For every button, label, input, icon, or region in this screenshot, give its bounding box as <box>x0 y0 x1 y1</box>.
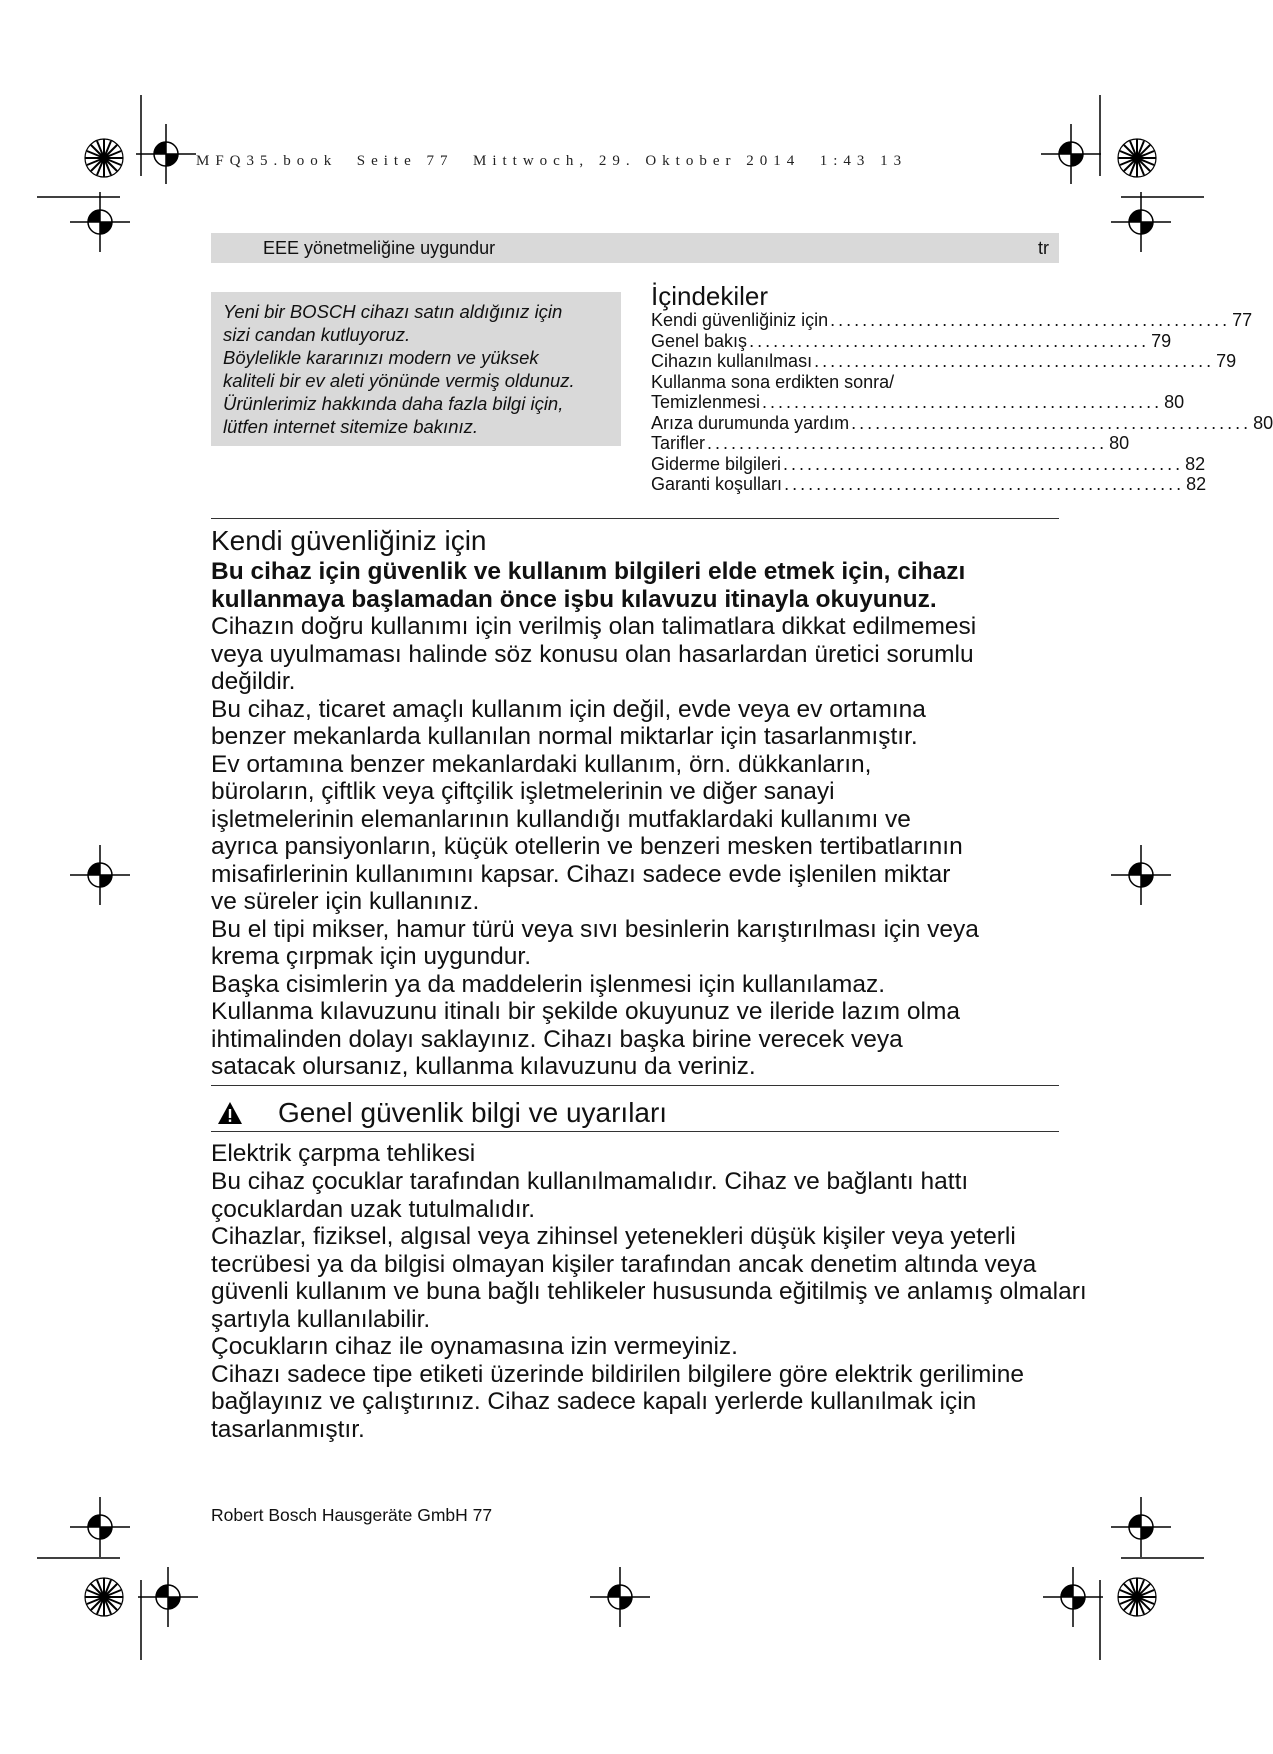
toc-leader: .................................................. <box>707 433 1108 453</box>
toc-title: İçindekiler <box>651 281 769 311</box>
toc-entry-title: Kendi güvenliğiniz için <box>651 310 829 330</box>
intro-box <box>211 292 621 446</box>
paragraph: Çocukların cihaz ile oynamasına izin vermeyiniz. <box>211 1333 738 1360</box>
toc-entry[interactable] <box>651 474 1207 495</box>
toc-entry-page: 79 <box>1151 330 1172 351</box>
toc-entry-title: Genel bakış <box>651 330 748 351</box>
section-title: Kendi güvenliğiniz için <box>211 525 487 556</box>
toc-entry-page: 80 <box>1253 412 1273 433</box>
table-of-contents <box>651 310 1273 495</box>
bold-lead: Bu cihaz için güvenlik ve kullanım bilgileri elde etmek için, cihazı kullanmaya başlamadan önce işbu kılavuzu itinayla okuyunuz. <box>211 558 966 613</box>
paragraph: Kullanma kılavuzunu itinalı bir şekilde okuyunuz ve ileride lazım olma ihtimalinden dolayı saklayınız. Cihazı başka birine verecek veya satacak olursanız, kullanma kılavuzunu da veriniz. <box>211 998 960 1080</box>
toc-entry[interactable] <box>651 330 1172 352</box>
toc-entry-page: 80 <box>1109 433 1130 453</box>
intro-line: Ürünlerimiz hakkında daha fazla bilgi için, <box>223 393 564 414</box>
warning-divider-bottom <box>211 1131 1059 1132</box>
paragraph: Ev ortamına benzer mekanlardaki kullanım, örn. dükkanların, büroların, çiftlik veya çiftçilik işletmelerinin ve diğer sanayi işletmelerinin elemanlarının kullandığı mutfaklardaki kullanımı ve ayrıca pansiyonların, küçük otellerin ve benzeri mesken tertibatlarının misafirlerinin kullanımını kapsar. Cihazı sadece evde işlenilen miktar ve süreler için kullanınız. <box>211 750 963 915</box>
toc-leader: .................................................. <box>814 351 1215 371</box>
toc-leader: .................................................. <box>762 392 1163 412</box>
toc-entry-page: 80 <box>1164 392 1185 412</box>
paragraph: Başka cisimlerin ya da maddelerin işlenmesi için kullanılamaz. <box>211 970 886 998</box>
header-title: EEE yönetmeliğine uygundur <box>263 238 496 258</box>
toc-leader: .................................................. <box>851 412 1252 433</box>
paragraph: Cihazlar, fiziksel, algısal veya zihinsel yetenekleri düşük kişiler veya yeterli tecrübesi ya da bilgisi olmayan kişiler tarafından ancak denetim altında veya güvenli kullanım ve buna bağlı tehlikeler hususunda eğitilmiş ve anlamış olmaları şartıyla kullanılabilir. <box>211 1223 1087 1333</box>
toc-entry[interactable] <box>651 453 1206 475</box>
toc-entry-title: Temizlenmesi <box>651 392 761 412</box>
paragraph: Cihazın doğru kullanımı için verilmiş olan talimatlara dikkat edilmemesi veya uyulmaması halinde söz konusu olan hasarlardan üretici sorumlu değildir. <box>211 613 977 695</box>
toc-entry[interactable] <box>651 412 1273 434</box>
toc-entry-title: Arıza durumunda yardım <box>651 412 850 433</box>
toc-entry-title: Garanti koşulları <box>651 474 783 494</box>
toc-entry[interactable] <box>651 351 1237 372</box>
subheading: Elektrik çarpma tehlikesi <box>211 1140 476 1167</box>
warning-icon <box>217 1101 243 1125</box>
intro-line: Böylelikle kararınızı modern ve yüksek <box>223 347 539 368</box>
toc-entry-page: 79 <box>1216 351 1237 371</box>
paragraph: Bu el tipi mikser, hamur türü veya sıvı besinlerin karıştırılması için veya krema çırpmak için uygundur. <box>211 915 979 970</box>
toc-entry-title: Tarifler <box>651 433 706 453</box>
toc-entry[interactable] <box>651 310 1253 331</box>
toc-entry-title: Giderme bilgileri <box>651 453 782 474</box>
intro-line: sizi candan kutluyoruz. <box>223 324 411 345</box>
toc-entry-page: 77 <box>1232 310 1253 330</box>
intro-line: lütfen internet sitemize bakınız. <box>223 416 479 437</box>
paragraph: Bu cihaz, ticaret amaçlı kullanım için değil, evde veya ev ortamına benzer mekanlarda kullanılan normal miktarlar için tasarlanmıştır. <box>211 695 926 750</box>
intro-line: Yeni bir BOSCH cihazı satın aldığınız için <box>223 301 563 322</box>
toc-leader: .................................................. <box>784 474 1185 494</box>
toc-entry-title: Cihazın kullanılması <box>651 351 813 371</box>
language-code: tr <box>1038 238 1049 258</box>
intro-line: kaliteli bir ev aleti yönünde vermiş oldunuz. <box>223 370 575 391</box>
section-body <box>211 558 1091 1081</box>
toc-entry-title: Kullanma sona erdikten sonra/ <box>651 371 895 392</box>
toc-leader: .................................................. <box>830 310 1231 330</box>
page-footer: Robert Bosch Hausgeräte GmbH 77 <box>211 1505 493 1525</box>
warning-section-title: Genel güvenlik bilgi ve uyarıları <box>278 1097 668 1128</box>
toc-entry-page: 82 <box>1186 474 1207 494</box>
section-divider <box>211 518 1059 519</box>
toc-entry[interactable] <box>651 392 1185 413</box>
toc-entry-page: 82 <box>1185 453 1206 474</box>
header-bar <box>211 233 1059 263</box>
toc-leader: .................................................. <box>783 453 1184 474</box>
warning-body <box>211 1168 1091 1443</box>
print-header: MFQ35.book Seite 77 Mittwoch, 29. Oktober 2014 1:43 13 <box>196 153 908 169</box>
toc-leader: .................................................. <box>749 330 1150 351</box>
paragraph: Bu cihaz çocuklar tarafından kullanılmamalıdır. Cihaz ve bağlantı hattı çocuklardan uzak tutulmalıdır. <box>211 1168 969 1223</box>
paragraph: Cihazı sadece tipe etiketi üzerinde bildirilen bilgilere göre elektrik gerilimine bağlayınız ve çalıştırınız. Cihaz sadece kapalı yerlerde kullanılmak için tasarlanmıştır. <box>211 1360 1024 1443</box>
toc-entry[interactable] <box>651 433 1130 454</box>
toc-entry[interactable] <box>651 372 1054 393</box>
warning-divider-top <box>211 1085 1059 1086</box>
